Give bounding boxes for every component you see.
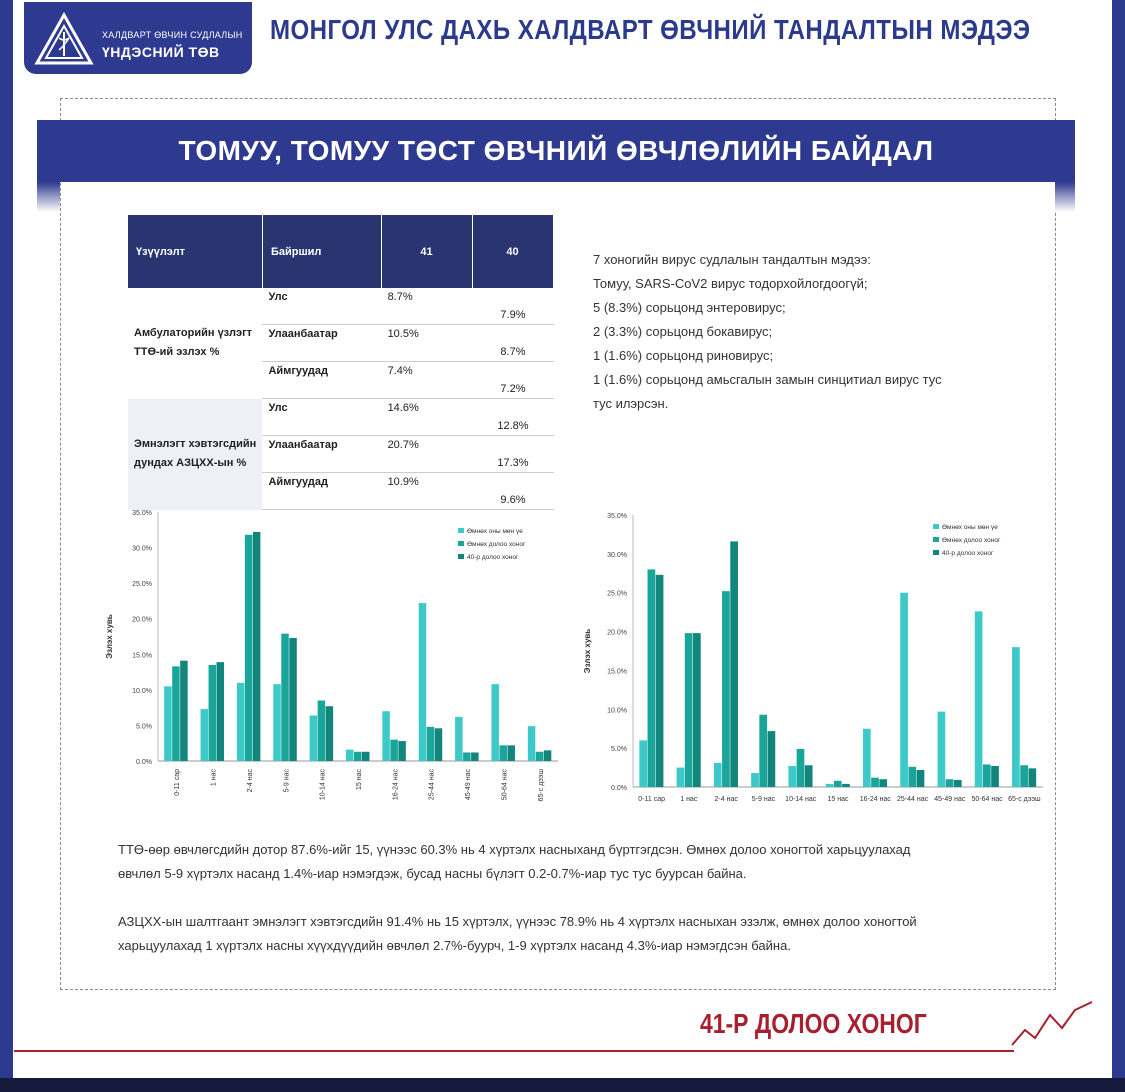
y-tick-label: 25.0% <box>607 590 627 598</box>
x-tick-label: 5-9 нас <box>751 796 776 803</box>
x-tick-label: 65-с дээш <box>1008 796 1041 803</box>
y-tick-label: 15.0% <box>607 668 627 676</box>
x-tick-label: 16-24 нас <box>392 769 400 801</box>
bar <box>908 767 916 787</box>
table-header-location: Байршил <box>262 215 381 288</box>
bar <box>768 731 776 787</box>
location-cell: Улаанбаатар <box>262 436 381 473</box>
bar <box>427 727 435 761</box>
y-axis-label: Эзлэх хувь <box>583 628 592 674</box>
x-tick-label: 45-49 нас <box>934 796 966 803</box>
bar <box>677 768 685 787</box>
bar <box>390 740 398 761</box>
logo <box>24 2 252 74</box>
bar <box>528 726 536 761</box>
x-tick-label: 5-9 нас <box>283 769 291 793</box>
x-tick-label: 10-14 нас <box>785 796 817 803</box>
x-tick-label: 25-44 нас <box>428 769 436 801</box>
bar <box>382 711 390 761</box>
x-tick-label: 2-4 нас <box>714 796 738 803</box>
bar <box>471 752 479 761</box>
x-tick-label: 16-24 нас <box>859 796 891 803</box>
legend-label: Өмнөх оны мөн үе <box>942 524 998 531</box>
bar <box>1020 765 1028 787</box>
location-cell: Улс <box>262 288 381 325</box>
y-tick-label: 5.0% <box>136 723 152 731</box>
bar <box>398 741 406 761</box>
x-tick-label: 1 нас <box>680 796 698 803</box>
y-tick-label: 35.0% <box>607 513 627 520</box>
bar <box>201 709 209 761</box>
bar <box>648 569 656 787</box>
bar <box>536 752 544 761</box>
bar <box>900 593 908 787</box>
bar <box>788 766 796 787</box>
table-header-week40: 40 <box>472 215 553 288</box>
bar <box>499 745 507 761</box>
frame-left-border <box>0 0 13 1092</box>
sari-age-chart <box>578 505 1048 825</box>
week41-cell: 10.5% <box>382 325 473 362</box>
bar <box>1028 768 1036 787</box>
bar <box>954 780 962 787</box>
bar <box>273 684 281 761</box>
bar <box>237 683 245 761</box>
bar <box>975 611 983 787</box>
bar <box>326 706 334 761</box>
sari-summary-paragraph: АЗЦХХ-ын шалтгаант эмнэлэгт хэвтэгсдийн 91.4% нь 15 хүртэлх, үүнээс 78.9% нь 4 хүртэлх насныхан эзэлж, өмнөх долоо хоногтой харьцуулахад 1 хүртэлх насны хүүхдүүдийн өвчлөл 2.7%-буурч, 1-9 хүртэлх насанд 4.3%-иар нэмэгдсэн байна. <box>118 914 917 953</box>
y-axis-label: Эзлэх хувь <box>105 614 114 659</box>
bar <box>253 532 261 761</box>
y-tick-label: 10.0% <box>607 707 627 715</box>
frame-right-border <box>1112 0 1125 1092</box>
legend-label: 40-р долоо хоног <box>467 554 519 561</box>
week-label: 41-Р ДОЛОО ХОНОГ <box>700 1008 927 1039</box>
bar <box>346 750 354 761</box>
bar <box>805 765 813 787</box>
bar <box>834 781 842 787</box>
y-tick-label: 30.0% <box>132 545 152 553</box>
y-tick-label: 35.0% <box>132 510 152 517</box>
x-tick-label: 0-11 сар <box>638 796 666 803</box>
legend-swatch <box>458 528 464 533</box>
bar <box>362 752 370 761</box>
bar <box>1012 647 1020 787</box>
bar <box>991 766 999 787</box>
y-tick-label: 0.0% <box>136 759 152 766</box>
legend-swatch <box>933 537 939 542</box>
page-title: МОНГОЛ УЛС ДАХЬ ХАЛДВАРТ ӨВЧНИЙ ТАНДАЛТЫН МЭДЭЭ <box>270 14 1031 45</box>
week40-cell: 8.7% <box>472 325 553 362</box>
bar <box>281 634 289 761</box>
bar <box>938 712 946 787</box>
y-tick-label: 25.0% <box>132 581 152 589</box>
week41-cell: 7.4% <box>382 362 473 399</box>
note-line: 1 (1.6%) сорьцонд амьсгалын замын синцитиал вирус тус <box>593 372 942 387</box>
bar <box>354 752 362 761</box>
y-tick-label: 20.0% <box>607 629 627 637</box>
bar <box>722 591 730 787</box>
banner-shadow-left <box>37 182 60 212</box>
bar <box>797 749 805 787</box>
y-tick-label: 20.0% <box>132 616 152 624</box>
x-tick-label: 65-с дээш <box>537 769 545 802</box>
bar <box>759 715 767 787</box>
bar <box>842 784 850 787</box>
footer-divider <box>14 1050 1014 1052</box>
note-line: 2 (3.3%) сорьцонд бокавирус; <box>593 324 773 339</box>
bar <box>419 603 427 761</box>
note-line: 5 (8.3%) сорьцонд энтеровирус; <box>593 300 786 315</box>
bar <box>751 773 759 787</box>
bar <box>917 770 925 787</box>
week40-cell: 9.6% <box>472 473 553 510</box>
bar <box>435 728 443 761</box>
logo-line1: ХАЛДВАРТ ӨВЧИН СУДЛАЛЫН <box>102 30 243 40</box>
table-row <box>128 399 554 436</box>
table-header-row <box>128 215 554 288</box>
legend-label: 40-р долоо хоног <box>942 550 994 557</box>
bar <box>318 701 326 761</box>
legend-label: Өмнөх долоо хоног <box>942 537 1001 544</box>
note-line: 7 хоногийн вирус судлалын тандалтын мэдээ: <box>593 252 871 267</box>
legend-swatch <box>458 541 464 546</box>
bar <box>863 729 871 787</box>
note-line: 1 (1.6%) сорьцонд риновирус; <box>593 348 774 363</box>
bar <box>693 633 701 787</box>
x-tick-label: 0-11 сар <box>174 769 182 796</box>
week41-cell: 20.7% <box>382 436 473 473</box>
location-cell: Аймгуудад <box>262 362 381 399</box>
week40-cell: 12.8% <box>472 399 553 436</box>
logo-emblem-icon <box>34 12 94 66</box>
bar <box>983 764 991 787</box>
y-tick-label: 0.0% <box>611 785 627 792</box>
week41-cell: 10.9% <box>382 473 473 510</box>
bar <box>946 779 954 787</box>
note-line: тус илэрсэн. <box>593 396 669 411</box>
bar <box>639 740 647 787</box>
x-tick-label: 15 нас <box>356 769 363 790</box>
x-tick-label: 45-49 нас <box>465 769 473 801</box>
location-cell: Улс <box>262 399 381 436</box>
week41-cell: 8.7% <box>382 288 473 325</box>
x-tick-label: 15 нас <box>827 796 849 803</box>
bar <box>544 750 552 761</box>
week40-cell: 7.2% <box>472 362 553 399</box>
logo-line2: ҮНДЭСНИЙ ТӨВ <box>102 44 220 60</box>
x-tick-label: 2-4 нас <box>246 769 254 793</box>
bar <box>209 665 217 761</box>
lab-surveillance-notes <box>593 248 1013 416</box>
x-tick-label: 10-14 нас <box>319 769 327 801</box>
frame-bottom-border <box>0 1078 1125 1092</box>
bar <box>172 666 180 761</box>
bar <box>289 638 297 761</box>
legend-swatch <box>933 524 939 529</box>
bar <box>455 717 463 761</box>
banner-shadow-right <box>1055 182 1075 212</box>
group-label: Эмнэлэгт хэвтэгсдийн дундах АЗЦХХ-ын % <box>128 399 262 510</box>
stats-table <box>128 215 554 510</box>
x-tick-label: 50-64 нас <box>971 796 1003 803</box>
bar <box>310 715 318 761</box>
bar <box>871 778 879 787</box>
x-tick-label: 1 нас <box>210 769 218 787</box>
bar <box>217 662 225 761</box>
note-line: Томуу, SARS-CoV2 вирус тодорхойлогдоогүй; <box>593 276 868 291</box>
bar <box>491 684 499 761</box>
bar <box>714 763 722 787</box>
y-tick-label: 15.0% <box>132 652 152 660</box>
location-cell: Аймгуудад <box>262 473 381 510</box>
table-header-week41: 41 <box>382 215 473 288</box>
ili-age-chart <box>100 500 560 825</box>
y-tick-label: 5.0% <box>611 746 627 754</box>
section-banner <box>37 120 1075 182</box>
trend-line-icon <box>1010 1000 1095 1050</box>
group-label: Амбулаторийн үзлэгт ТТӨ-ий эзлэх % <box>128 288 262 399</box>
legend-swatch <box>933 550 939 555</box>
bar <box>685 633 693 787</box>
bar <box>730 541 738 787</box>
bar <box>164 686 172 761</box>
legend-swatch <box>458 554 464 559</box>
x-tick-label: 50-64 нас <box>501 769 509 801</box>
bar <box>879 779 887 787</box>
week40-cell: 7.9% <box>472 288 553 325</box>
bar <box>245 535 253 761</box>
y-tick-label: 30.0% <box>607 551 627 559</box>
location-cell: Улаанбаатар <box>262 325 381 362</box>
bar <box>180 661 188 761</box>
x-tick-label: 25-44 нас <box>896 796 929 803</box>
week41-cell: 14.6% <box>382 399 473 436</box>
ili-summary-paragraph: ТТӨ-өөр өвчлөгсдийн дотор 87.6%-ийг 15, үүнээс 60.3% нь 4 хүртэлх насныханд бүртгэгдсэн. Өмнөх долоо хоногтой харьцуулахад өвчлөл 5-9 хүртэлх насанд 1.4%-иар нэмэгдэж, бусад насны бүлэгт 0.2-0.7%-иар тус тус буурсан байна. <box>118 842 911 881</box>
y-tick-label: 10.0% <box>132 687 152 695</box>
table-row <box>128 288 554 325</box>
week40-cell: 17.3% <box>472 436 553 473</box>
bar <box>463 752 471 761</box>
legend-label: Өмнөх долоо хоног <box>467 541 526 548</box>
table-header-indicator: Үзүүлэлт <box>128 215 262 288</box>
bar <box>656 575 664 787</box>
legend-label: Өмнөх оны мөн үе <box>467 528 523 535</box>
bar <box>507 745 515 761</box>
bar <box>826 784 834 787</box>
section-title: ТОМУУ, ТОМУУ ТӨСТ ӨВЧНИЙ ӨВЧЛӨЛИЙН БАЙДАЛ <box>178 135 934 166</box>
